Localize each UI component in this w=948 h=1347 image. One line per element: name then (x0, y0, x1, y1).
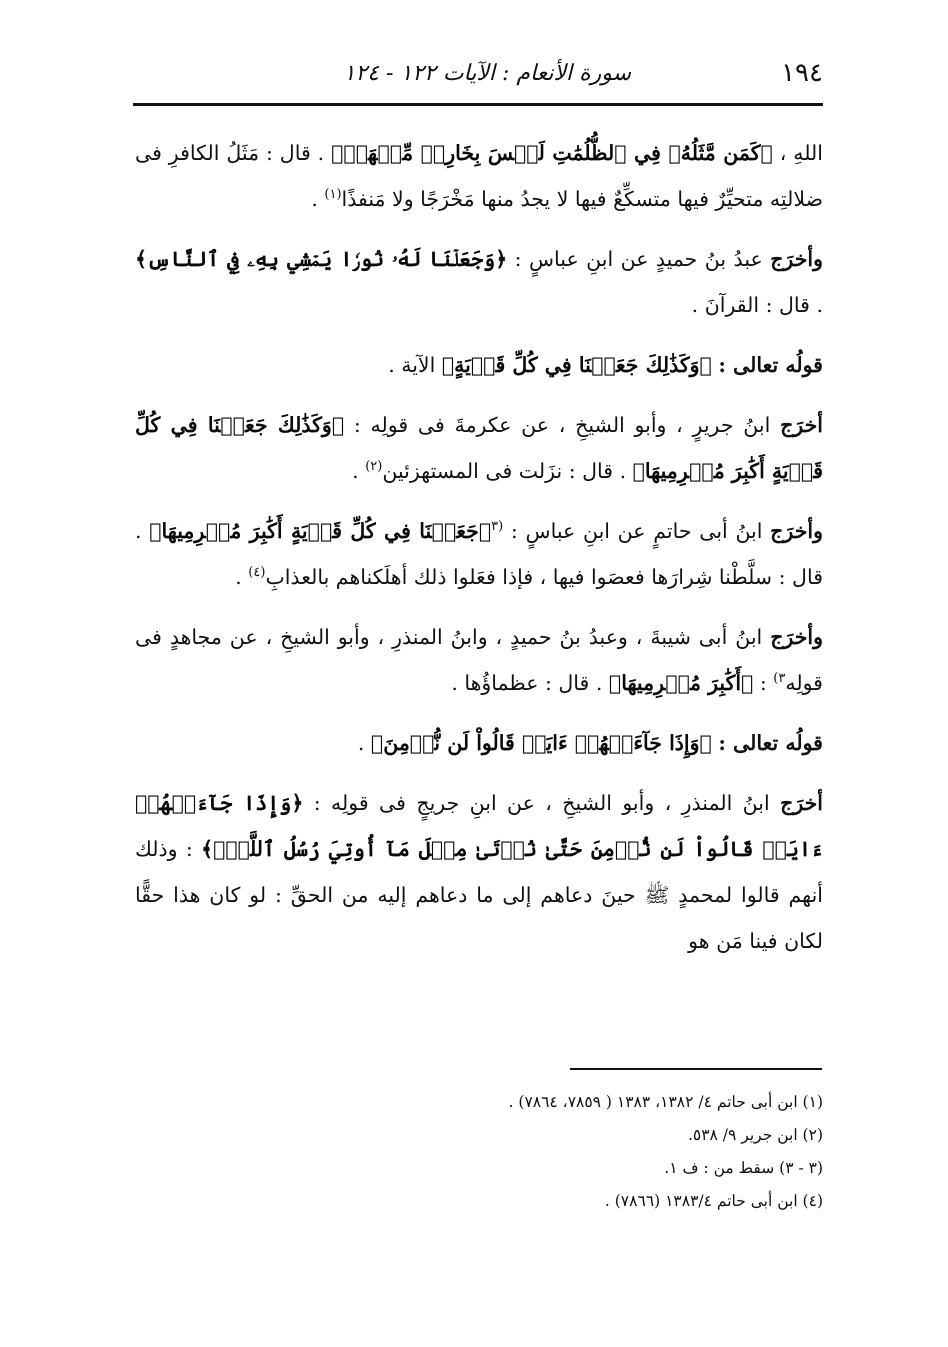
paragraph (135, 402, 823, 494)
page-number: ١٩٤ (781, 58, 823, 88)
footnote: (٢) ابن جرير ٩/ ٥٣٨. (687, 1126, 823, 1144)
body-text: . (235, 565, 249, 589)
body-text: . قال : القرآنَ . (691, 293, 823, 317)
paragraph-lead: وأخرَج (770, 519, 823, 543)
header-rule (133, 103, 823, 106)
paragraph-lead: قولُه تعالى : (718, 353, 823, 377)
paragraph (135, 236, 823, 328)
body-text: . (352, 459, 366, 483)
footnote-reference: (١) (324, 187, 342, 203)
paragraph-lead: أخرَج (780, 413, 823, 437)
body-text: ابنُ أبى حاتمٍ عن ابنِ عباسٍ : (503, 519, 771, 543)
body-text: . (311, 187, 325, 211)
paragraph (135, 720, 823, 766)
footnote-reference: (٤) (248, 565, 266, 581)
body-text: . (357, 731, 371, 755)
quran-verse: ﴿وَجَعَلۡنَا لَهُۥ نُورٗا يَمۡشِي بِهِۦ فِي ٱلنَّاسِ﴾ (135, 247, 508, 271)
page-header (133, 48, 823, 98)
paragraph (135, 130, 823, 222)
footnote-reference: (٢) (365, 459, 383, 475)
body-text: ابنُ أبى شيبةَ ، وعبدُ بنُ حميدٍ ، وابنُ المنذرِ ، وأبو الشيخِ ، عن مجاهدٍ فى قولِه (135, 625, 823, 695)
paragraph-lead: وأخرَج (770, 247, 823, 271)
quran-verse: ﴿وَإِذَا جَآءَتۡهُمۡ ءَايَةٞ قَالُواْ لَن نُّؤۡمِنَ﴾ (370, 731, 712, 755)
body-text: عبدُ بنُ حميدٍ عن ابنِ عباسٍ : (507, 247, 771, 271)
footnote-reference: ٣) (773, 671, 786, 687)
body-text: ابنُ المنذرِ ، وأبو الشيخِ ، عن ابنِ جريجٍ فى قولِه : (303, 791, 781, 815)
body-text: . قال : سلَّطْنا شِرارَها فعصَوا فيها ، فإذا فعَلوا ذلك أهلَكناهم بالعذابِ (135, 519, 823, 589)
quran-verse: ﴿وَكَذَٰلِكَ جَعَلۡنَا فِي كُلِّ قَرۡيَةٍ أَكَٰبِرَ مُجۡرِمِيهَا﴾ (135, 413, 823, 483)
footnote: (٣ - ٣) سقط من : ف ١. (664, 1159, 823, 1177)
quran-verse: ﴿كَمَن مَّثَلُهُۥ فِي ٱلظُّلُمَٰتِ لَيۡسَ بِخَارِجٖ مِّنۡهَاۚ﴾ (331, 141, 773, 165)
body-text: . قال : مَثَلُ الكافرِ فى ضلالتِه متحيِّرٌ فيها متسكِّعٌ فيها لا يجدُ منها مَخْرَجًا ولا مَنفذًا (135, 141, 823, 211)
body-text: الآية . (388, 353, 442, 377)
paragraph (135, 508, 823, 600)
quran-verse: ﴿أَكَٰبِرَ مُجۡرِمِيهَا﴾ (608, 671, 754, 695)
body-text: اللهِ ، (772, 141, 823, 165)
paragraph-lead: وأخرَج (770, 625, 823, 649)
main-text (135, 130, 823, 978)
paragraph (135, 342, 823, 388)
paragraph-lead: قولُه تعالى : (718, 731, 823, 755)
running-title: سورة الأنعام : الآيات ١٢٢ - ١٢٤ (343, 60, 632, 86)
quran-verse: ﴿وَكَذَٰلِكَ جَعَلۡنَا فِي كُلِّ قَرۡيَةٍ﴾ (441, 353, 712, 377)
body-text: ابنُ جريرٍ ، وأبو الشيخِ ، عن عكرمةَ فى قولِه : (344, 413, 781, 437)
body-text: . قال : عظماؤُها . (451, 671, 609, 695)
footnote-reference: (٣ (491, 519, 504, 535)
footnote: (١) ابن أبى حاتم ٤/ ١٣٨٢، ١٣٨٣ ( ٧٨٥٩، ٧٨٦٤) . (508, 1093, 823, 1111)
footnote: (٤) ابن أبى حاتم ١٣٨٣/٤ (٧٨٦٦) . (604, 1192, 823, 1210)
paragraph (135, 614, 823, 706)
body-text: . قال : نزَلت فى المستهزئين (382, 459, 633, 483)
footnote-rule (570, 1068, 822, 1070)
body-text: : (753, 671, 774, 695)
quran-verse: ﴿جَعَلۡنَا فِي كُلِّ قَرۡيَةٍ أَكَٰبِرَ مُجۡرِمِيهَا﴾ (149, 519, 492, 543)
footnotes (135, 1086, 823, 1218)
body-text: : وذلك أنهم قالوا لمحمدٍ ﷺ حينَ دعاهم إلى ما دعاهم إليه من الحقِّ : لو كان هذا حقًّا لكان فينا مَن هو (135, 837, 823, 953)
paragraph-lead: أخرَج (780, 791, 824, 815)
paragraph (135, 780, 823, 964)
quran-verse: ﴿وَإِذَا جَآءَتۡهُمۡ ءَايَةٞ قَالُواْ لَن نُّؤۡمِنَ حَتَّىٰ نُؤۡتَىٰ مِثۡلَ مَآ أُوتِيَ رُسُلُ ٱللَّهِۘ﴾ (135, 791, 823, 861)
